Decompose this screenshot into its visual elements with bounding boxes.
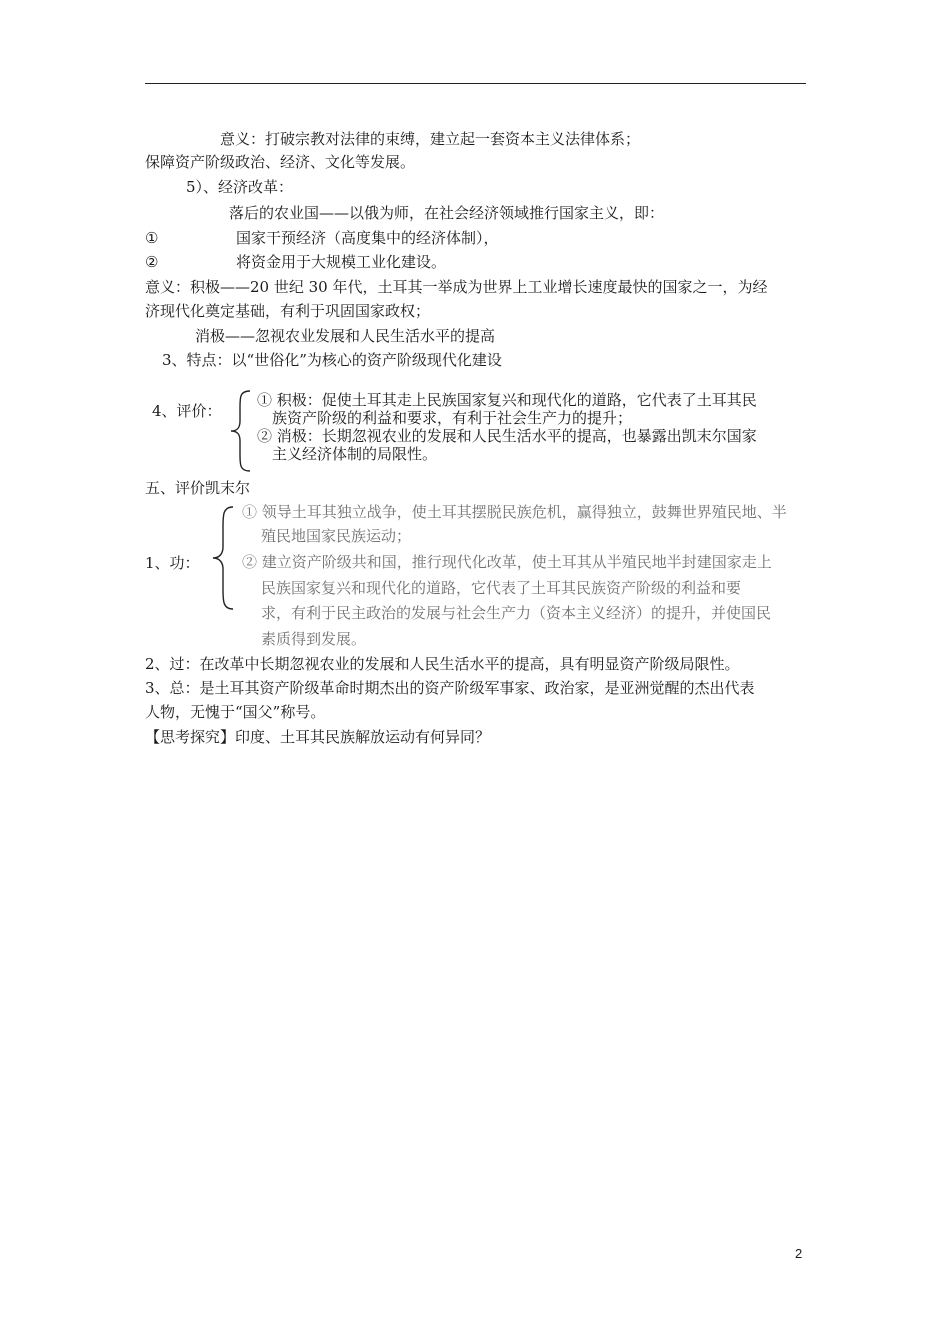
page-number: 2 <box>795 1246 803 1261</box>
merit-item-2-cont-1: 民族国家复兴和现代化的道路，它代表了土耳其民族资产阶级的利益和要 <box>261 579 742 597</box>
merit-label: 1、功： <box>145 554 200 572</box>
economic-reform-intro: 落后的农业国——以俄为师，在社会经济领域推行国家主义，即： <box>229 204 665 222</box>
header-rule <box>145 83 806 84</box>
economic-reform-heading: 5）、经济改革： <box>186 178 294 196</box>
fault-line: 2、过：在改革中长期忽视农业的发展和人民生活水平的提高，具有明显资产阶级局限性。 <box>145 655 740 673</box>
evaluation-item-2-cont: 主义经济体制的局限性。 <box>272 445 438 463</box>
evaluation-item-2: ② 消极：长期忽视农业的发展和人民生活水平的提高，也暴露出凯末尔国家 <box>257 427 757 445</box>
features-line: 3、特点：以“世俗化”为核心的资产阶级现代化建设 <box>162 351 502 369</box>
summary-line-2: 人物，无愧于“国父”称号。 <box>145 703 326 721</box>
left-brace-icon <box>209 505 237 611</box>
merit-item-2-cont-3: 素质得到发展。 <box>261 630 367 648</box>
section-heading: 五、评价凯末尔 <box>145 479 251 497</box>
meaning-law-line: 意义：打破宗教对法律的束缚，建立起一套资本主义法律体系； <box>220 130 641 148</box>
meaning-economic-line-2: 济现代化奠定基础，有利于巩固国家政权； <box>145 302 431 320</box>
evaluation-label: 4、评价： <box>152 402 222 420</box>
merit-item-2: ② 建立资产阶级共和国，推行现代化改革，使土耳其从半殖民地半封建国家走上 <box>242 553 772 571</box>
list-marker-2: ② <box>145 253 159 271</box>
merit-item-1: ① 领导土耳其独立战争，使土耳其摆脱民族危机，赢得独立，鼓舞世界殖民地、半 <box>242 503 787 521</box>
meaning-law-line-2: 保障资产阶级政治、经济、文化等发展。 <box>145 153 416 171</box>
left-brace-icon <box>228 389 254 473</box>
meaning-economic-line: 意义：积极——20 世纪 30 年代，土耳其一举成为世界上工业增长速度最快的国家之一，为经 <box>145 278 768 296</box>
think-question: 【思考探究】印度、土耳其民族解放运动有何异同？ <box>145 728 491 746</box>
meaning-negative-line: 消极——忽视农业发展和人民生活水平的提高 <box>195 327 496 345</box>
list-marker-1: ① <box>145 229 159 247</box>
merit-item-2-cont-2: 求，有利于民主政治的发展与社会生产力（资本主义经济）的提升，并使国民 <box>261 604 772 622</box>
evaluation-item-1-cont: 族资产阶级的利益和要求，有利于社会生产力的提升； <box>272 409 633 427</box>
summary-line: 3、总：是土耳其资产阶级革命时期杰出的资产阶级军事家、政治家，是亚洲觉醒的杰出代表 <box>145 679 755 697</box>
merit-item-1-cont: 殖民地国家民族运动； <box>261 527 412 545</box>
evaluation-item-1: ① 积极：促使土耳其走上民族国家复兴和现代化的道路，它代表了土耳其民 <box>257 391 757 409</box>
economic-measure-2: 将资金用于大规模工业化建设。 <box>236 253 447 271</box>
economic-measure-1: 国家干预经济（高度集中的经济体制）， <box>236 229 499 247</box>
